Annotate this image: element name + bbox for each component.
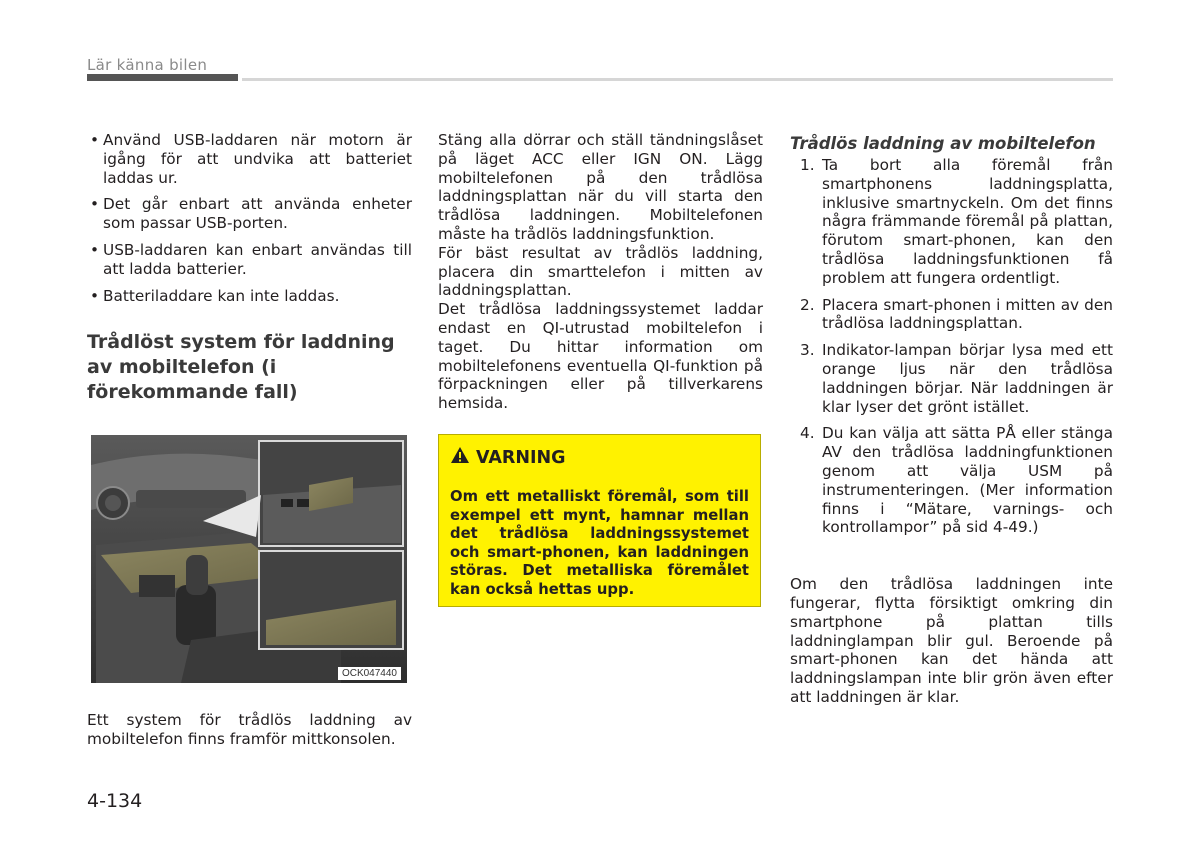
paragraph: Stäng alla dörrar och ställ tändningslåset på läget ACC eller IGN ON. Lägg mobiltelefonen på den trådlösa laddningsplattan när du vill starta den trådlösa laddningen. Mobiltelefonen måste ha trådlös laddningsfunktion. bbox=[438, 131, 763, 243]
bullet-item bbox=[87, 287, 412, 306]
bullet-text: Använd USB-laddaren när motorn är igång för att undvika att batteriet laddas ur. bbox=[103, 131, 412, 187]
bullet-text: Det går enbart att använda enheter som passar USB-porten. bbox=[103, 195, 412, 233]
bullet-list bbox=[87, 131, 412, 305]
bullet-dot: • bbox=[90, 131, 100, 149]
right-column bbox=[790, 134, 1113, 722]
bullet-item bbox=[87, 241, 412, 279]
paragraph: Om den trådlösa laddningen inte fungerar, flytta försiktigt omkring din smartphone på plattan tills laddninglampan blir gul. Beroende på smart-phonen kan det hända att laddningslampan inte blir grön även efter att laddningen är klar. bbox=[790, 575, 1113, 706]
page-number: 4-134 bbox=[87, 790, 143, 812]
sub-heading: Trådlös laddning av mobiltelefon bbox=[790, 134, 1096, 153]
step-text: Indikator-lampan börjar lysa med ett orange ljus när den trådlösa laddningen börjar. När laddningen är klar lyser det grönt istället. bbox=[822, 341, 1113, 416]
middle-column bbox=[438, 131, 763, 607]
steps-list bbox=[790, 156, 1113, 537]
console-illustration bbox=[91, 435, 407, 683]
bullet-text: USB-laddaren kan enbart användas till att ladda batterier. bbox=[103, 240, 412, 278]
warning-title-text: VARNING bbox=[476, 447, 566, 468]
step-number: 3. bbox=[800, 341, 815, 360]
bullet-text: Batteriladdare kan inte laddas. bbox=[103, 286, 340, 305]
step-text: Ta bort alla föremål från smartphonens laddningsplatta, inklusive smartnyckeln. Om det finns några främmande föremål på plattan, förutom smart-phonen, kan den trådlösa laddningsfunktionen få problem att fungera ordentligt. bbox=[822, 156, 1113, 287]
step-item bbox=[790, 296, 1113, 334]
left-column bbox=[87, 131, 412, 764]
bullet-item bbox=[87, 131, 412, 187]
step-number: 1. bbox=[800, 156, 815, 174]
step-item bbox=[790, 156, 1113, 288]
header-rule-light bbox=[242, 78, 1113, 81]
warning-triangle-icon bbox=[450, 446, 470, 470]
figure-caption: Ett system för trådlös laddning av mobiltelefon finns framför mittkonsolen. bbox=[87, 711, 412, 749]
step-number: 4. bbox=[800, 424, 815, 443]
running-header: Lär känna bilen bbox=[87, 56, 208, 74]
warning-text: Om ett metalliskt föremål, som till exempel ett mynt, hamnar mellan det trådlösa laddningssystemet och smart-phonen, kan laddningen störas. Det metalliska föremålet kan också hettas upp. bbox=[450, 487, 749, 598]
bullet-item bbox=[87, 195, 412, 233]
paragraph: För bäst resultat av trådlös laddning, placera din smarttelefon i mitten av laddningsplattan. bbox=[438, 243, 763, 300]
section-heading: Trådlöst system för laddning av mobiltelefon (i förekommande fall) bbox=[87, 331, 395, 404]
bullet-dot: • bbox=[90, 286, 100, 305]
paragraph: Det trådlösa laddningssystemet laddar endast en QI-utrustad mobiltelefon i taget. Du hittar information om mobiltelefonens eventuella QI-funktion på förpackningen eller på tillverkarens hemsida. bbox=[438, 300, 763, 413]
step-item bbox=[790, 424, 1113, 537]
step-item bbox=[790, 341, 1113, 416]
step-text: Placera smart-phonen i mitten av den trådlösa laddningsplattan. bbox=[822, 295, 1113, 333]
warning-title bbox=[450, 446, 749, 470]
step-number: 2. bbox=[800, 295, 815, 314]
bullet-dot: • bbox=[90, 240, 100, 259]
step-text: Du kan välja att sätta PÅ eller stänga AV den trådlösa laddningfunktionen genom att välja USM på instrumenteringen. (Mer information finns i “Mätare, varnings- och kontrollampor” på sid 4-49.) bbox=[822, 424, 1113, 537]
bullet-dot: • bbox=[90, 195, 100, 214]
console-drawing bbox=[91, 435, 407, 683]
figure-code: OCK047440 bbox=[338, 667, 401, 680]
header-rule-dark bbox=[87, 74, 238, 81]
warning-box bbox=[438, 434, 761, 607]
